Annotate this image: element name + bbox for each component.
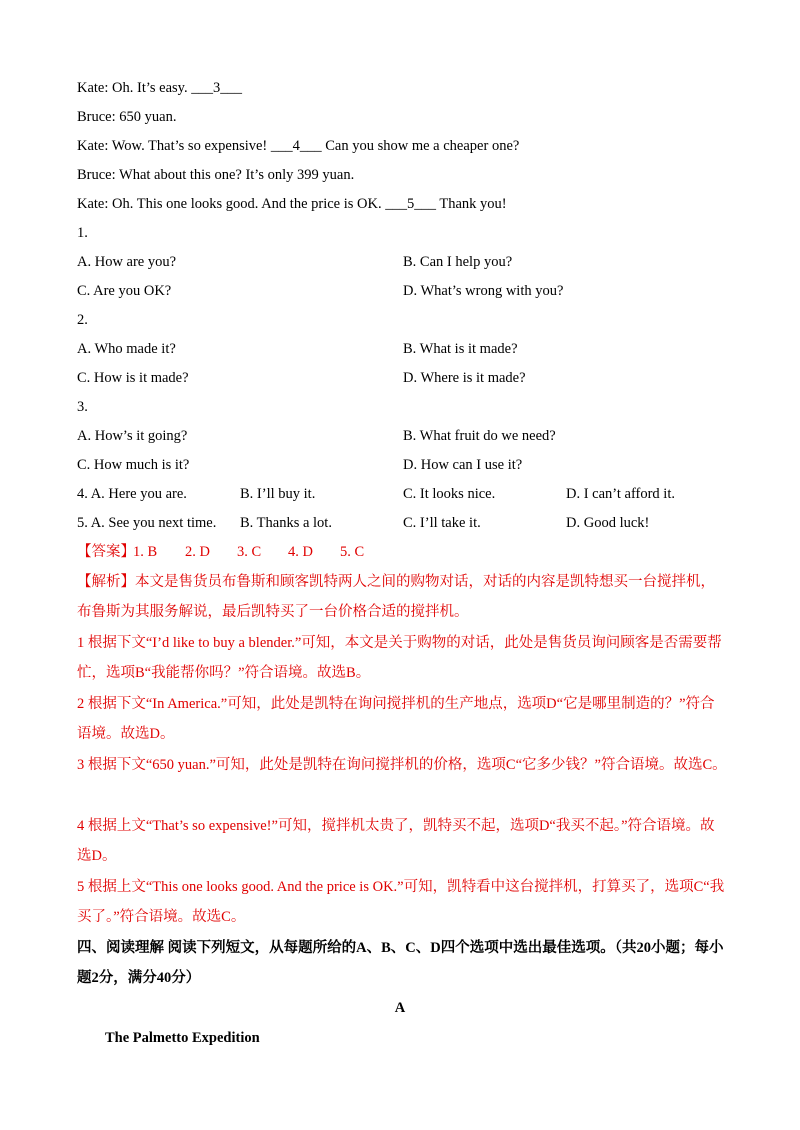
dialogue-line: Bruce: 650 yuan. bbox=[77, 109, 177, 125]
section-heading: 四、阅读理解 阅读下列短文，从每题所给的A、B、C、D四个选项中选出最佳选项。（共20小题；每小题2分，满分40分） bbox=[77, 940, 724, 986]
analysis-point: 1 根据下文“I’d like to buy a blender.”可知，本文是关于购物的对话，此处是售货员询问顾客是否需要帮忙，选项B“我能帮你吗？”符合语境。故选B。 bbox=[77, 635, 722, 681]
analysis-point: 4 根据上文“That’s so expensive!”可知，搅拌机太贵了，凯特买不起，选项D“我买不起。”符合语境。故选D。 bbox=[77, 818, 715, 864]
answer-label: 【答案】 bbox=[77, 544, 135, 560]
option-c: C. I’ll take it. bbox=[403, 515, 481, 531]
answer-item: 5. C bbox=[340, 544, 365, 560]
answer-item: 4. D bbox=[288, 544, 313, 560]
option-d: D. Where is it made? bbox=[403, 370, 526, 386]
option-b: B. What fruit do we need? bbox=[403, 428, 556, 444]
dialogue-line: Kate: Oh. It’s easy. ___3___ bbox=[77, 80, 242, 96]
answer-item: 1. B bbox=[133, 544, 158, 560]
option-d: D. What’s wrong with you? bbox=[403, 283, 564, 299]
option-a: A. Who made it? bbox=[77, 341, 176, 357]
passage-title: The Palmetto Expedition bbox=[105, 1030, 260, 1046]
option-d: D. I can’t afford it. bbox=[566, 486, 675, 502]
passage-letter: A bbox=[394, 1000, 406, 1016]
analysis-point: 5 根据上文“This one looks good. And the price is OK.”可知，凯特看中这台搅拌机，打算买了，选项C“我买了。”符合语境。故选C。 bbox=[77, 879, 725, 925]
answer-item: 2. D bbox=[185, 544, 210, 560]
option-d: D. Good luck! bbox=[566, 515, 650, 531]
option-d: D. How can I use it? bbox=[403, 457, 523, 473]
dialogue-line: Kate: Oh. This one looks good. And the price is OK. ___5___ Thank you! bbox=[77, 196, 507, 212]
analysis-point: 2 根据下文“In America.”可知，此处是凯特在询问搅拌机的生产地点，选项D“它是哪里制造的？”符合语境。故选D。 bbox=[77, 696, 715, 742]
option-a: A. How’s it going? bbox=[77, 428, 188, 444]
analysis-intro: 【解析】本文是售货员布鲁斯和顾客凯特两人之间的购物对话，对话的内容是凯特想买一台搅拌机，布鲁斯为其服务解说，最后凯特买了一台价格合适的搅拌机。 bbox=[77, 574, 715, 620]
option-a: 5. A. See you next time. bbox=[77, 515, 217, 531]
option-c: C. Are you OK? bbox=[77, 283, 172, 299]
dialogue-line: Bruce: What about this one? It’s only 399 yuan. bbox=[77, 167, 355, 183]
option-c: C. It looks nice. bbox=[403, 486, 496, 502]
option-c: C. How much is it? bbox=[77, 457, 190, 473]
option-a: A. How are you? bbox=[77, 254, 177, 270]
question-number: 2. bbox=[77, 312, 88, 328]
option-c: C. How is it made? bbox=[77, 370, 189, 386]
dialogue-line: Kate: Wow. That’s so expensive! ___4___ Can you show me a cheaper one? bbox=[77, 138, 520, 154]
analysis-point: 3 根据下文“650 yuan.”可知，此处是凯特在询问搅拌机的价格，选项C“它多少钱？”符合语境。故选C。 bbox=[77, 757, 727, 773]
option-a: 4. A. Here you are. bbox=[77, 486, 187, 502]
option-b: B. Can I help you? bbox=[403, 254, 513, 270]
option-b: B. What is it made? bbox=[403, 341, 518, 357]
option-b: B. I’ll buy it. bbox=[240, 486, 316, 502]
question-number: 3. bbox=[77, 399, 88, 415]
option-b: B. Thanks a lot. bbox=[240, 515, 332, 531]
answer-item: 3. C bbox=[237, 544, 262, 560]
question-number: 1. bbox=[77, 225, 88, 241]
